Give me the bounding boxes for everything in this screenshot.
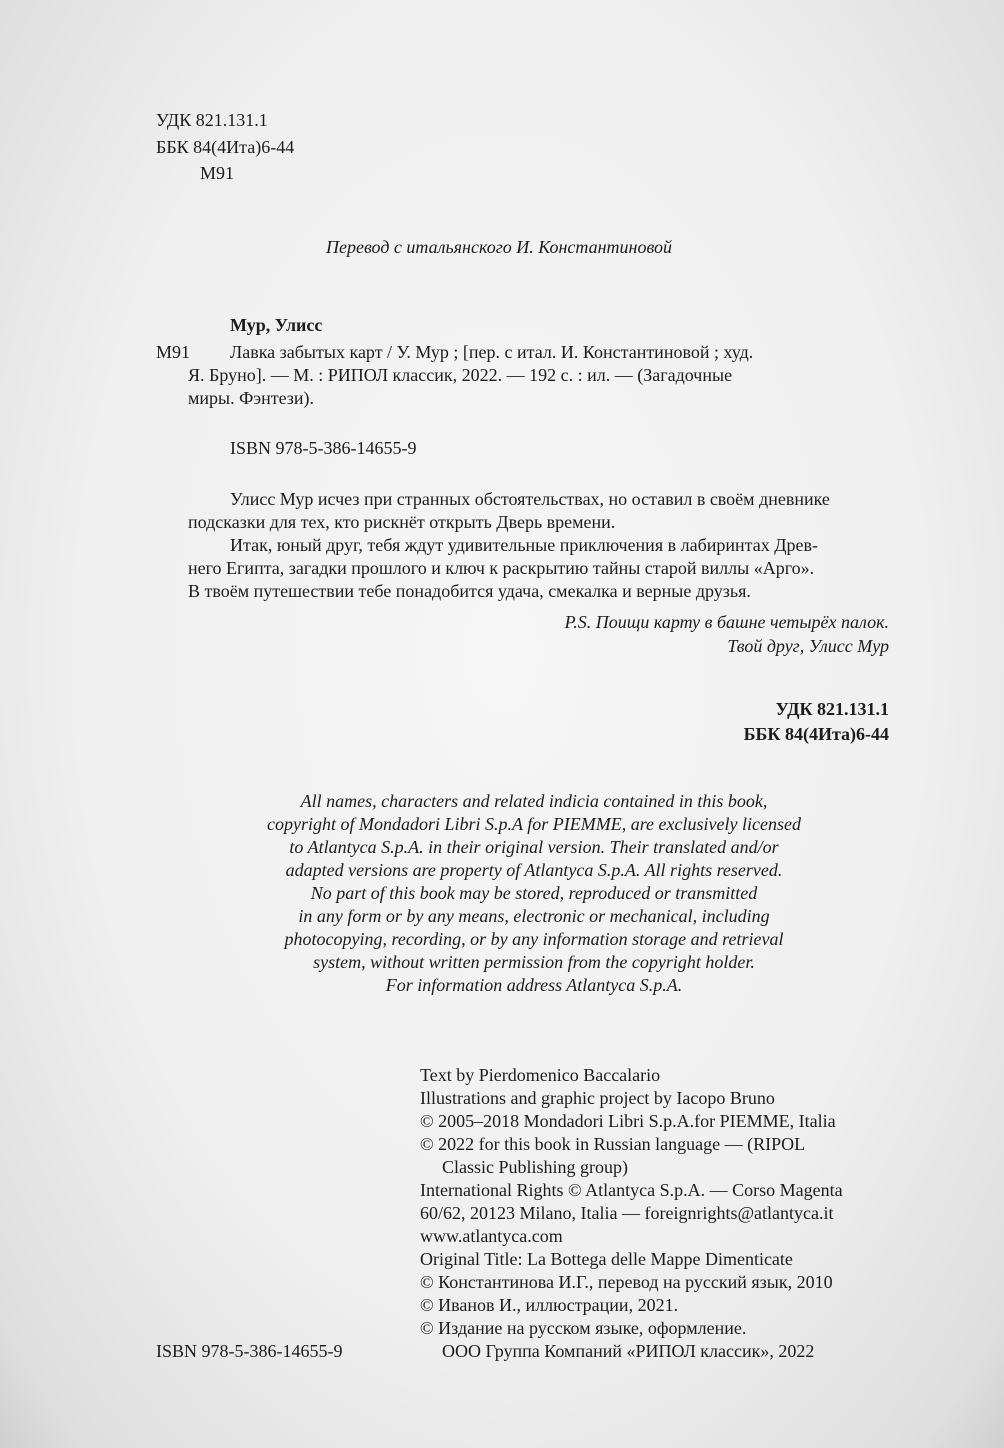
credit-line: © Издание на русском языке, оформление. (420, 1318, 747, 1338)
catalog-line: Я. Бруно]. — М. : РИПОЛ классик, 2022. — 192 с. : ил. — (Загадочные (188, 365, 733, 385)
header-bbk: ББК 84(4Ита)6-44 (156, 137, 295, 157)
credit-line: www.atlantyca.com (420, 1226, 563, 1246)
credit-line: Classic Publishing group) (442, 1157, 629, 1177)
annotation-line: В твоём путешествии тебе понадобится удача, смекалка и верные друзья. (188, 581, 751, 601)
catalog-author: Мур, Улисс (230, 315, 323, 335)
classification-bbk: ББК 84(4Ита)6-44 (743, 724, 889, 744)
rights-line: All names, characters and related indicia contained in this book, (300, 791, 768, 811)
annotation (188, 488, 888, 603)
catalog-line: миры. Фэнтези). (188, 388, 315, 408)
catalog-isbn: ISBN 978-5-386-14655-9 (230, 438, 417, 458)
credit-line: © 2005–2018 Mondadori Libri S.p.A.for PIEMME, Italia (420, 1111, 836, 1131)
catalog-description (188, 341, 754, 410)
classification-udk: УДК 821.131.1 (775, 699, 889, 719)
annotation-ps: P.S. Поищи карту в башне четырёх палок. (564, 612, 889, 632)
annotation-line: него Египта, загадки прошлого и ключ к раскрытию тайны старой виллы «Арго». (188, 558, 815, 578)
credit-line: ООО Группа Компаний «РИПОЛ классик», 2022 (442, 1341, 815, 1361)
header-code: М91 (200, 163, 235, 183)
translation-note: Перевод с итальянского И. Константиновой (326, 237, 673, 257)
header-udk: УДК 821.131.1 (156, 110, 268, 130)
credits (420, 1064, 843, 1363)
annotation-line: Улисс Мур исчез при странных обстоятельствах, но оставил в своём дневнике (230, 489, 830, 509)
rights-line: system, without written permission from the copyright holder. (313, 952, 755, 972)
credit-line: © 2022 for this book in Russian language — (RIPOL (420, 1134, 806, 1154)
rights-notice (234, 790, 834, 997)
rights-line: copyright of Mondadori Libri S.p.A for PIEMME, are exclusively licensed (267, 814, 801, 834)
credit-line: 60/62, 20123 Milano, Italia — foreignrights@atlantyca.it (420, 1203, 834, 1223)
rights-line: For information address Atlantyca S.p.A. (385, 975, 683, 995)
credit-line: © Иванов И., иллюстрации, 2021. (420, 1295, 679, 1315)
rights-line: to Atlantyca S.p.A. in their original version. Their translated and/or (289, 837, 779, 857)
annotation-signature: Твой друг, Улисс Мур (727, 636, 889, 656)
rights-line: photocopying, recording, or by any information storage and retrieval (284, 929, 784, 949)
credit-line: International Rights © Atlantyca S.p.A. — Corso Magenta (420, 1180, 843, 1200)
rights-line: in any form or by any means, electronic or mechanical, including (298, 906, 770, 926)
annotation-line: подсказки для тех, кто рискнёт открыть Дверь времени. (188, 512, 616, 532)
catalog-line: Лавка забытых карт / У. Мур ; [пер. с итал. И. Константиновой ; худ. (230, 342, 754, 362)
rights-line: adapted versions are property of Atlantyca S.p.A. All rights reserved. (285, 860, 783, 880)
credit-line: Illustrations and graphic project by Iacopo Bruno (420, 1088, 775, 1108)
rights-line: No part of this book may be stored, reproduced or transmitted (310, 883, 758, 903)
credit-line: Text by Pierdomenico Baccalario (420, 1065, 661, 1085)
credit-line: © Константинова И.Г., перевод на русский язык, 2010 (420, 1272, 833, 1292)
footer-isbn: ISBN 978-5-386-14655-9 (156, 1341, 343, 1361)
catalog-code: М91 (156, 342, 191, 362)
annotation-line: Итак, юный друг, тебя ждут удивительные приключения в лабиринтах Древ- (230, 535, 818, 555)
credit-line: Original Title: La Bottega delle Mappe Dimenticate (420, 1249, 793, 1269)
